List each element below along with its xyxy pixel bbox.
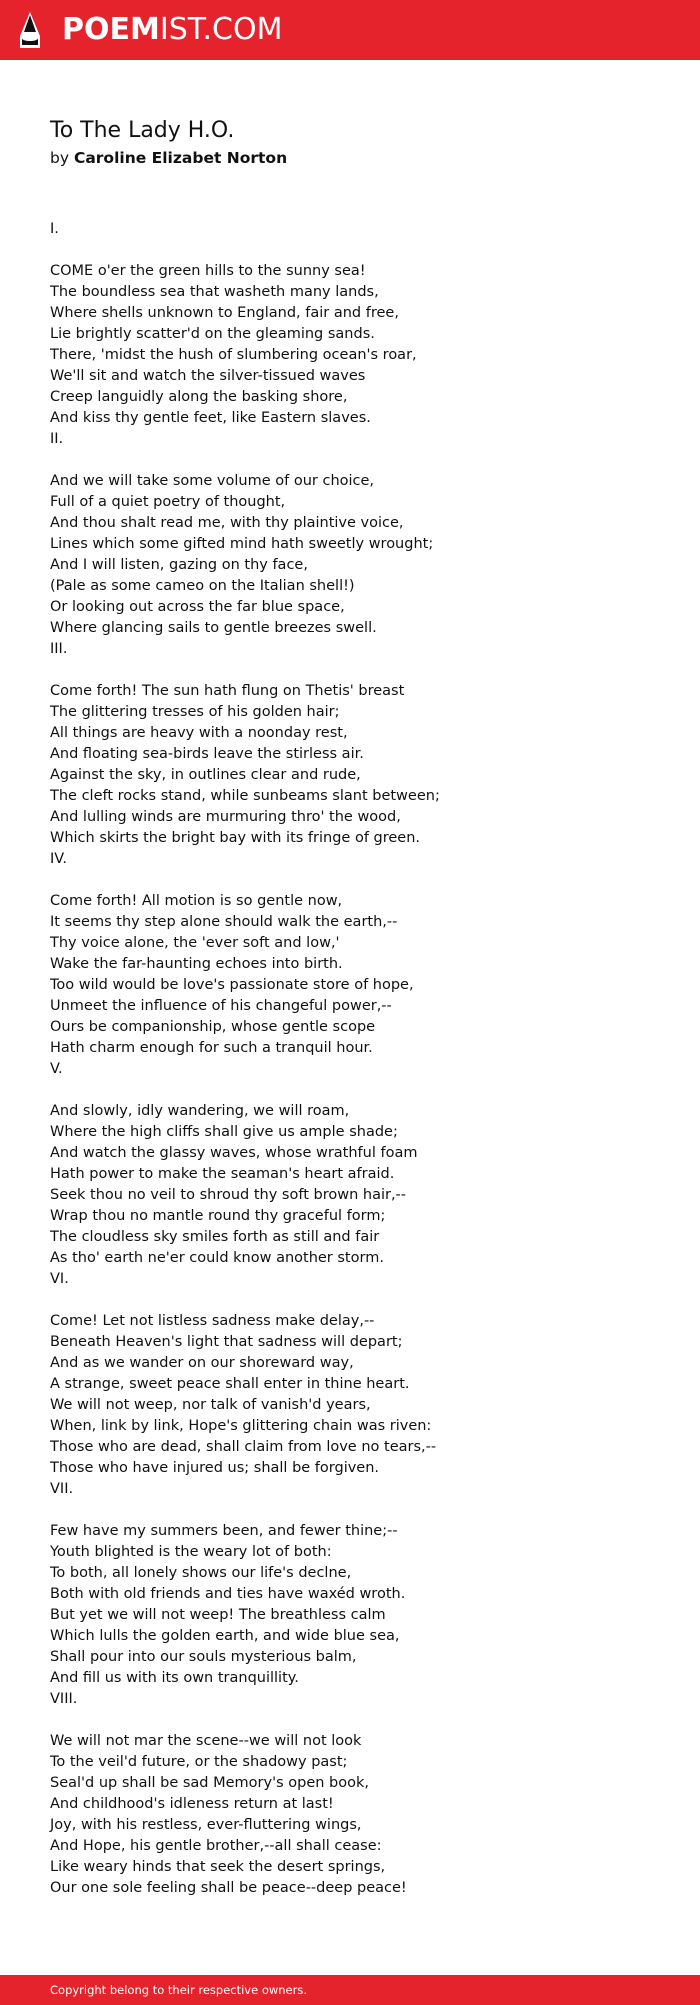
poem-line: IV.: [50, 851, 67, 867]
poem-line: VI.: [50, 1271, 69, 1287]
poem-line: Come forth! All motion is so gentle now,: [50, 893, 343, 909]
poem-line: [50, 1500, 660, 1521]
copyright-notice: Copyright belong to their respective owners.: [50, 1983, 308, 1997]
poem-line: [50, 1080, 660, 1101]
poem-line: And slowly, idly wandering, we will roam,: [50, 1103, 350, 1119]
poem-line: And as we wander on our shoreward way,: [50, 1355, 354, 1371]
poem-line: V.: [50, 1061, 63, 1077]
poem-line: And lulling winds are murmuring thro' the wood,: [50, 809, 401, 825]
poem-body: [50, 219, 660, 1899]
poem-line: Full of a quiet poetry of thought,: [50, 494, 286, 510]
site-logo[interactable]: [62, 10, 282, 50]
poem-line: All things are heavy with a noonday rest,: [50, 725, 348, 741]
poem-line: Lines which some gifted mind hath sweetly wrought;: [50, 536, 434, 552]
poem-line: As tho' earth ne'er could know another storm.: [50, 1250, 384, 1266]
poem-line: Where the high cliffs shall give us ample shade;: [50, 1124, 398, 1140]
poem-line: When, link by link, Hope's glittering chain was riven:: [50, 1418, 432, 1434]
poem-line: And childhood's idleness return at last!: [50, 1796, 334, 1812]
poem-line: Seal'd up shall be sad Memory's open book,: [50, 1775, 369, 1791]
poem-line: Hath charm enough for such a tranquil hour.: [50, 1040, 373, 1056]
poem-line: [50, 870, 660, 891]
poem-line: And Hope, his gentle brother,--all shall cease:: [50, 1838, 382, 1854]
poem-line: But yet we will not weep! The breathless calm: [50, 1607, 386, 1623]
byline: [50, 146, 650, 170]
poem-line: Few have my summers been, and fewer thine;--: [50, 1523, 398, 1539]
by-label: by: [50, 149, 70, 167]
poem-line: The cloudless sky smiles forth as still and fair: [50, 1229, 380, 1245]
poem-line: II.: [50, 431, 64, 447]
poem-line: Which skirts the bright bay with its fringe of green.: [50, 830, 421, 846]
poem-line: Those who are dead, shall claim from love no tears,--: [50, 1439, 437, 1455]
poem-line: Too wild would be love's passionate store of hope,: [50, 977, 414, 993]
poem-line: Thy voice alone, the 'ever soft and low,': [50, 935, 340, 951]
poem-line: [50, 1290, 660, 1311]
poem-line: Wrap thou no mantle round thy graceful form;: [50, 1208, 386, 1224]
poem-line: We will not weep, nor talk of vanish'd years,: [50, 1397, 371, 1413]
poem-line: COME o'er the green hills to the sunny sea!: [50, 263, 366, 279]
poem-line: And I will listen, gazing on thy face,: [50, 557, 308, 573]
poem-line: Where glancing sails to gentle breezes swell.: [50, 620, 377, 636]
poem-line: VIII.: [50, 1691, 78, 1707]
poem-line: And fill us with its own tranquillity.: [50, 1670, 299, 1686]
pencil-tip-icon[interactable]: [18, 12, 42, 52]
poem-line: And kiss thy gentle feet, like Eastern slaves.: [50, 410, 371, 426]
poem-line: Or looking out across the far blue space,: [50, 599, 345, 615]
poem-line: We will not mar the scene--we will not look: [50, 1733, 362, 1749]
poem-line: To the veil'd future, or the shadowy past;: [50, 1754, 348, 1770]
poem-line: And watch the glassy waves, whose wrathful foam: [50, 1145, 418, 1161]
poem-line: Shall pour into our souls mysterious balm,: [50, 1649, 357, 1665]
poem-line: Come! Let not listless sadness make delay,--: [50, 1313, 375, 1329]
poem-line: And we will take some volume of our choice,: [50, 473, 375, 489]
poem-line: We'll sit and watch the silver-tissued waves: [50, 368, 366, 384]
poem-line: The boundless sea that washeth many lands,: [50, 284, 379, 300]
poem-line: VII.: [50, 1481, 74, 1497]
poem-line: Seek thou no veil to shroud thy soft brown hair,--: [50, 1187, 407, 1203]
poem-line: Beneath Heaven's light that sadness will depart;: [50, 1334, 403, 1350]
poem-line: (Pale as some cameo on the Italian shell!): [50, 578, 355, 594]
poem-line: Wake the far-haunting echoes into birth.: [50, 956, 343, 972]
poem-line: Lie brightly scatter'd on the gleaming sands.: [50, 326, 375, 342]
poem-line: Like weary hinds that seek the desert springs,: [50, 1859, 386, 1875]
poem-line: It seems thy step alone should walk the earth,--: [50, 914, 398, 930]
poem-line: Where shells unknown to England, fair and free,: [50, 305, 399, 321]
poem-line: Come forth! The sun hath flung on Thetis' breast: [50, 683, 405, 699]
logo-text-bold: POEM: [62, 12, 160, 47]
poem-line: Creep languidly along the basking shore,: [50, 389, 348, 405]
poem-line: Our one sole feeling shall be peace--deep peace!: [50, 1880, 407, 1896]
poem-line: And floating sea-birds leave the stirless air.: [50, 746, 364, 762]
poem-line: [50, 240, 660, 261]
poem-line: The glittering tresses of his golden hair;: [50, 704, 340, 720]
poem-line: I.: [50, 221, 59, 237]
poem-line: Joy, with his restless, ever-fluttering wings,: [50, 1817, 362, 1833]
poem-line: Which lulls the golden earth, and wide blue sea,: [50, 1628, 400, 1644]
poem-line: Youth blighted is the weary lot of both:: [50, 1544, 332, 1560]
poem-line: The cleft rocks stand, while sunbeams slant between;: [50, 788, 440, 804]
poem-title: To The Lady H.O.: [50, 118, 235, 143]
poem-line: Hath power to make the seaman's heart afraid.: [50, 1166, 395, 1182]
poem-line: [50, 660, 660, 681]
poem-line: A strange, sweet peace shall enter in thine heart.: [50, 1376, 410, 1392]
poem-line: Against the sky, in outlines clear and rude,: [50, 767, 361, 783]
poem-line: Both with old friends and ties have waxéd wroth.: [50, 1586, 406, 1602]
logo-text-light: IST.COM: [159, 12, 283, 47]
poem-line: Ours be companionship, whose gentle scope: [50, 1019, 376, 1035]
poem-line: [50, 450, 660, 471]
author-name: Caroline Elizabet Norton: [73, 149, 288, 167]
site-footer: [0, 1975, 700, 2005]
poem-heading: [50, 116, 650, 170]
poem-line: III.: [50, 641, 68, 657]
poem-line: Unmeet the influence of his changeful power,--: [50, 998, 392, 1014]
poem-line: To both, all lonely shows our life's declne,: [50, 1565, 352, 1581]
poem-line: There, 'midst the hush of slumbering ocean's roar,: [50, 347, 417, 363]
poem-line: Those who have injured us; shall be forgiven.: [50, 1460, 380, 1476]
site-header: [0, 0, 700, 60]
poem-line: And thou shalt read me, with thy plaintive voice,: [50, 515, 404, 531]
poem-line: [50, 1710, 660, 1731]
